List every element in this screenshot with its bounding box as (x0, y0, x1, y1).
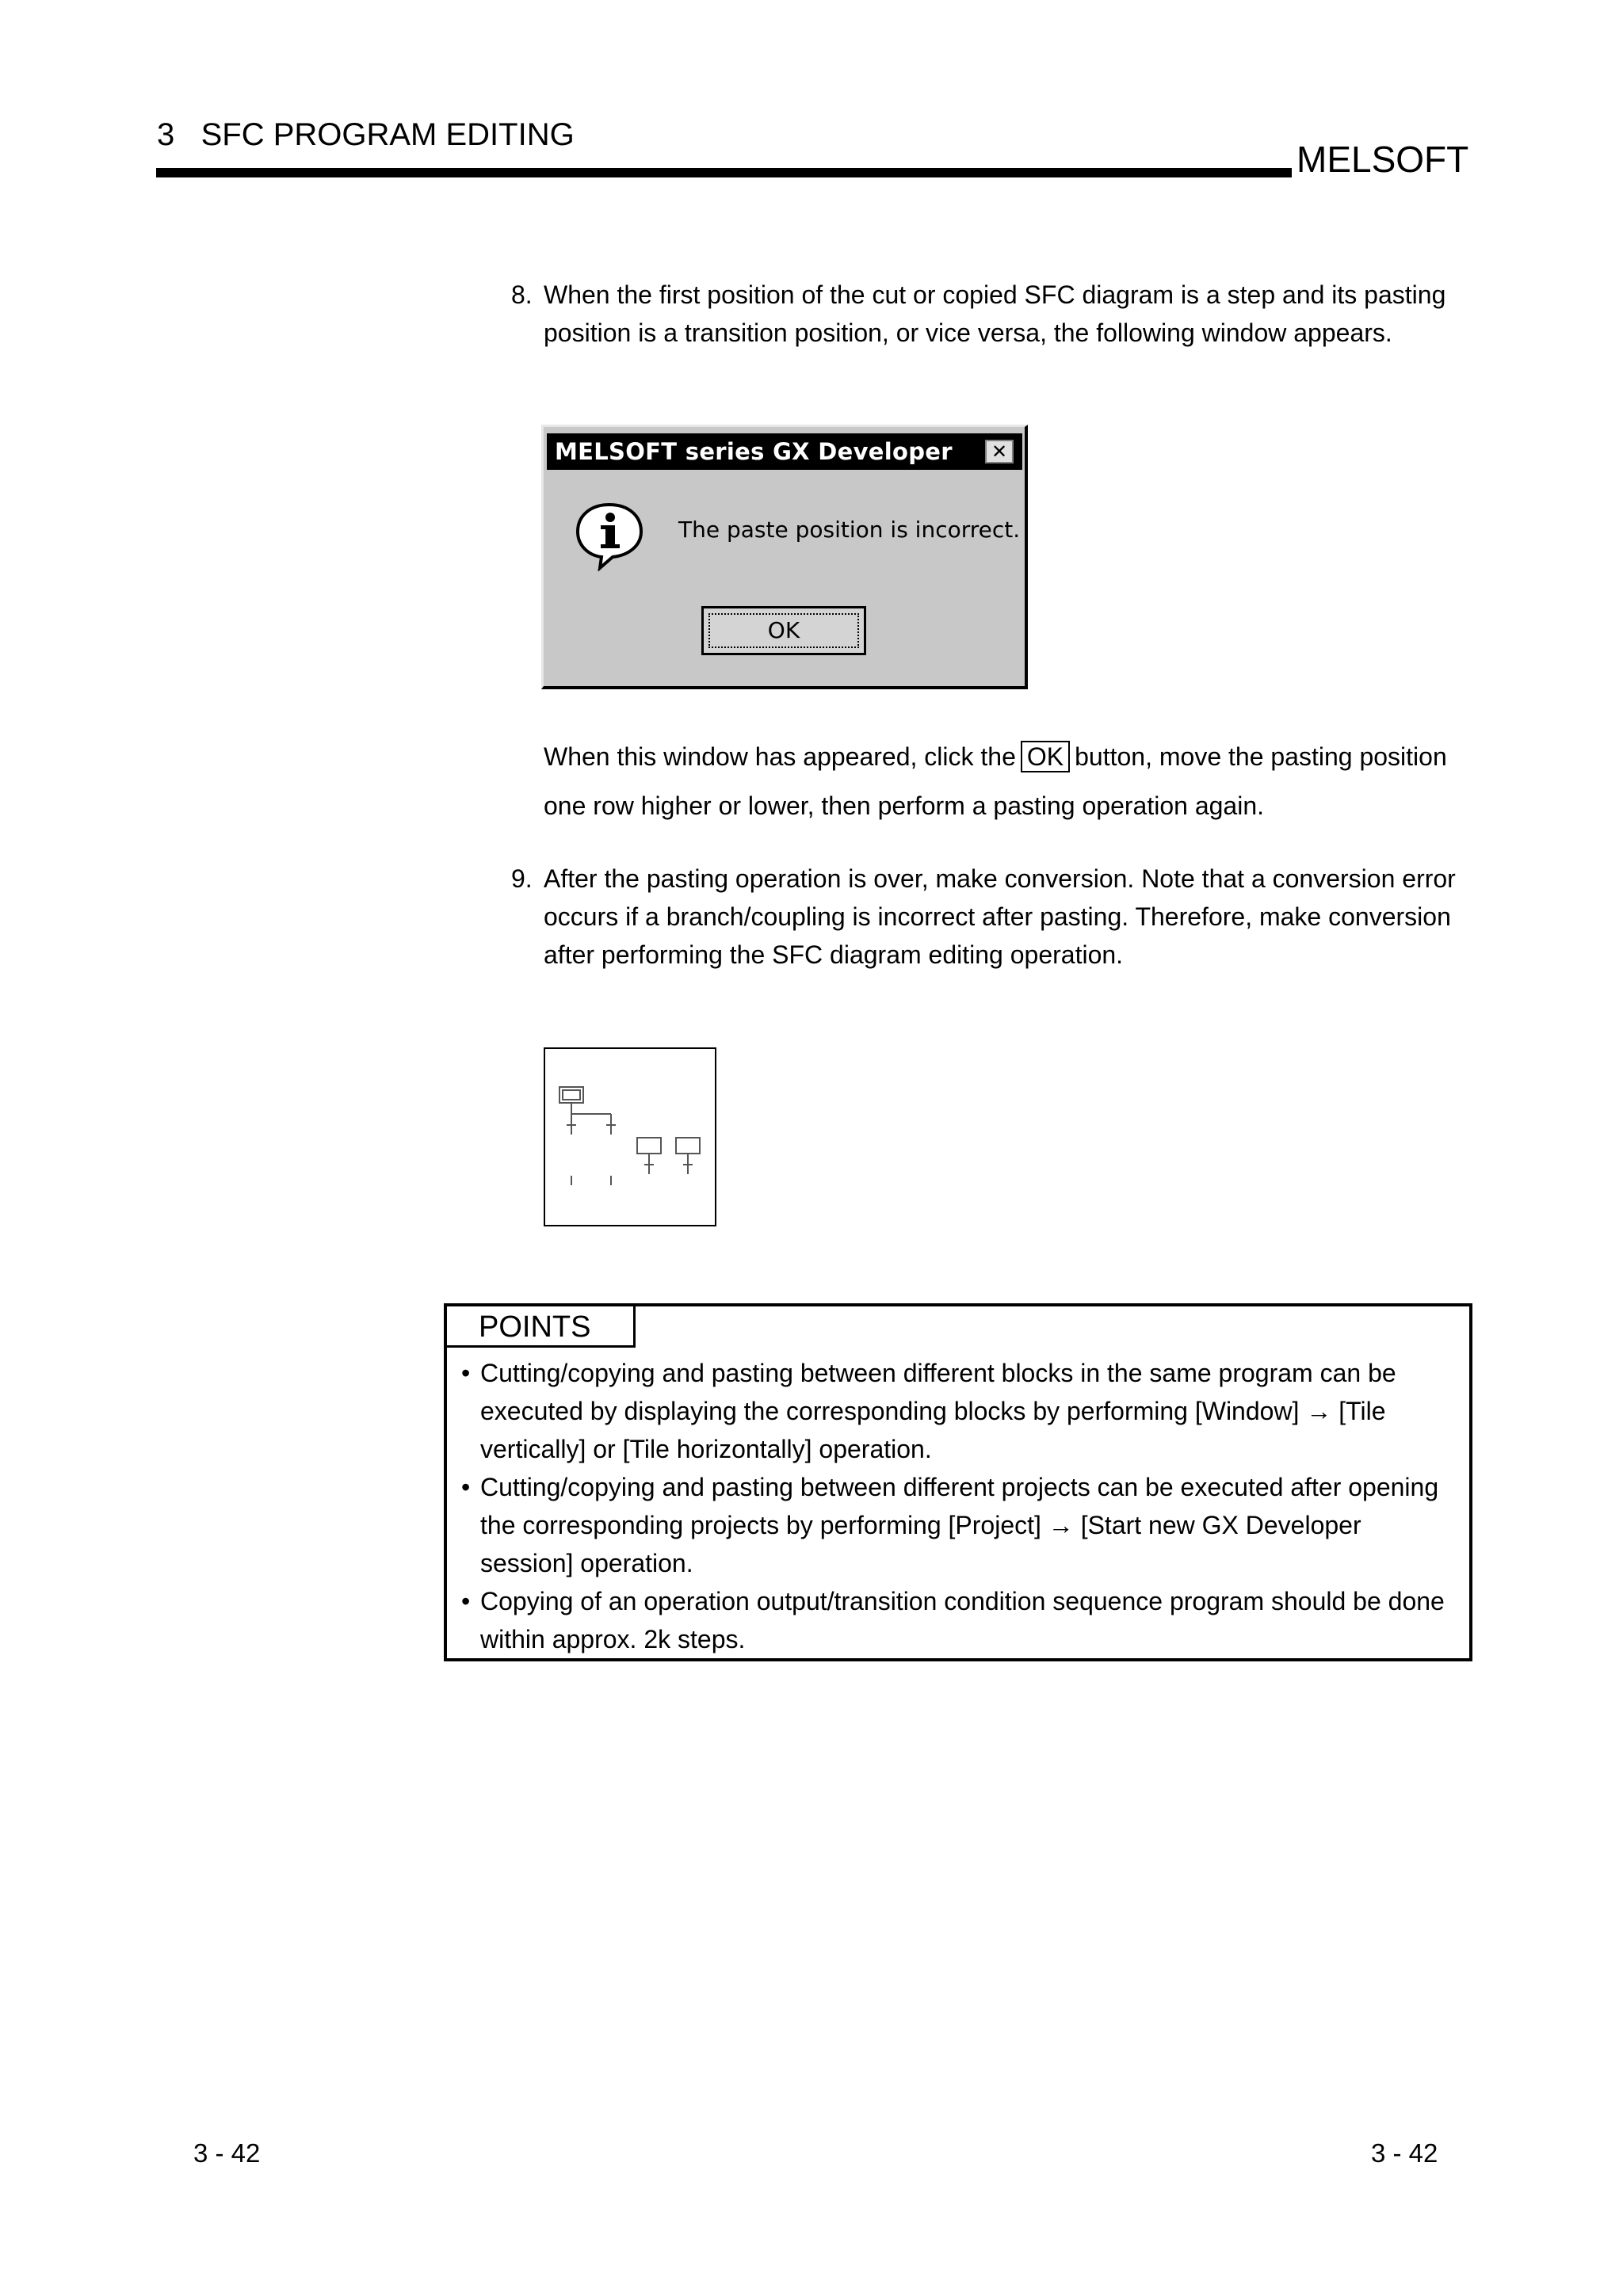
item-8-number: 8. (511, 280, 533, 309)
points-tab (447, 1306, 636, 1348)
paste-error-dialog (541, 425, 1028, 689)
dialog-ok-label: OK (708, 613, 859, 648)
item-8-text: When the first position of the cut or copied SFC diagram is a step and its pasting position is a transition position, or vice versa, the following window appears. (544, 280, 1446, 347)
inline-ok-button-label: OK (1021, 741, 1070, 772)
points-box (444, 1303, 1472, 1661)
item-9-text: After the pasting operation is over, make conversion. Note that a conversion error occurs if a branch/coupling is incorrect after pasting. Therefore, make conversion after performing the SFC diagram editing operation. (544, 864, 1456, 969)
after-dialog-instruction (544, 732, 1487, 830)
page-number-right: 3 - 42 (1371, 2138, 1438, 2168)
instruction-before: When this window has appeared, click the (544, 742, 1016, 771)
points-item: • Cutting/copying and pasting between different blocks in the same program can be executed by displaying the corresponding blocks by performing [Window] → [Tile vertically] or [Tile horizontally] operation. (461, 1354, 1460, 1468)
header-rule (156, 168, 1292, 177)
dialog-title: MELSOFT series GX Developer (555, 438, 953, 465)
chapter-heading: 3 SFC PROGRAM EDITING (157, 117, 575, 152)
points-list (461, 1354, 1460, 1658)
info-icon (573, 500, 646, 571)
close-icon[interactable]: ✕ (985, 440, 1014, 463)
page-number-left: 3 - 42 (193, 2138, 261, 2168)
sfc-diagram-thumbnail (544, 1047, 716, 1226)
brand-logo-text: MELSOFT (1296, 139, 1469, 180)
points-title: POINTS (479, 1310, 591, 1344)
dialog-titlebar (547, 433, 1022, 470)
dialog-ok-button[interactable] (701, 606, 866, 655)
sfc-diagram-graphic (545, 1049, 715, 1225)
item-9-number: 9. (511, 864, 533, 893)
points-item: • Copying of an operation output/transition condition sequence program should be done within approx. 2k steps. (461, 1582, 1460, 1658)
instruction-after: button, move the pasting position one row higher or lower, then perform a pasting operation again. (544, 742, 1447, 820)
dialog-message: The paste position is incorrect. (678, 517, 1021, 543)
points-item: • Cutting/copying and pasting between different projects can be executed after opening the corresponding projects by performing [Project] → [Start new GX Developer session] operation. (461, 1468, 1460, 1582)
